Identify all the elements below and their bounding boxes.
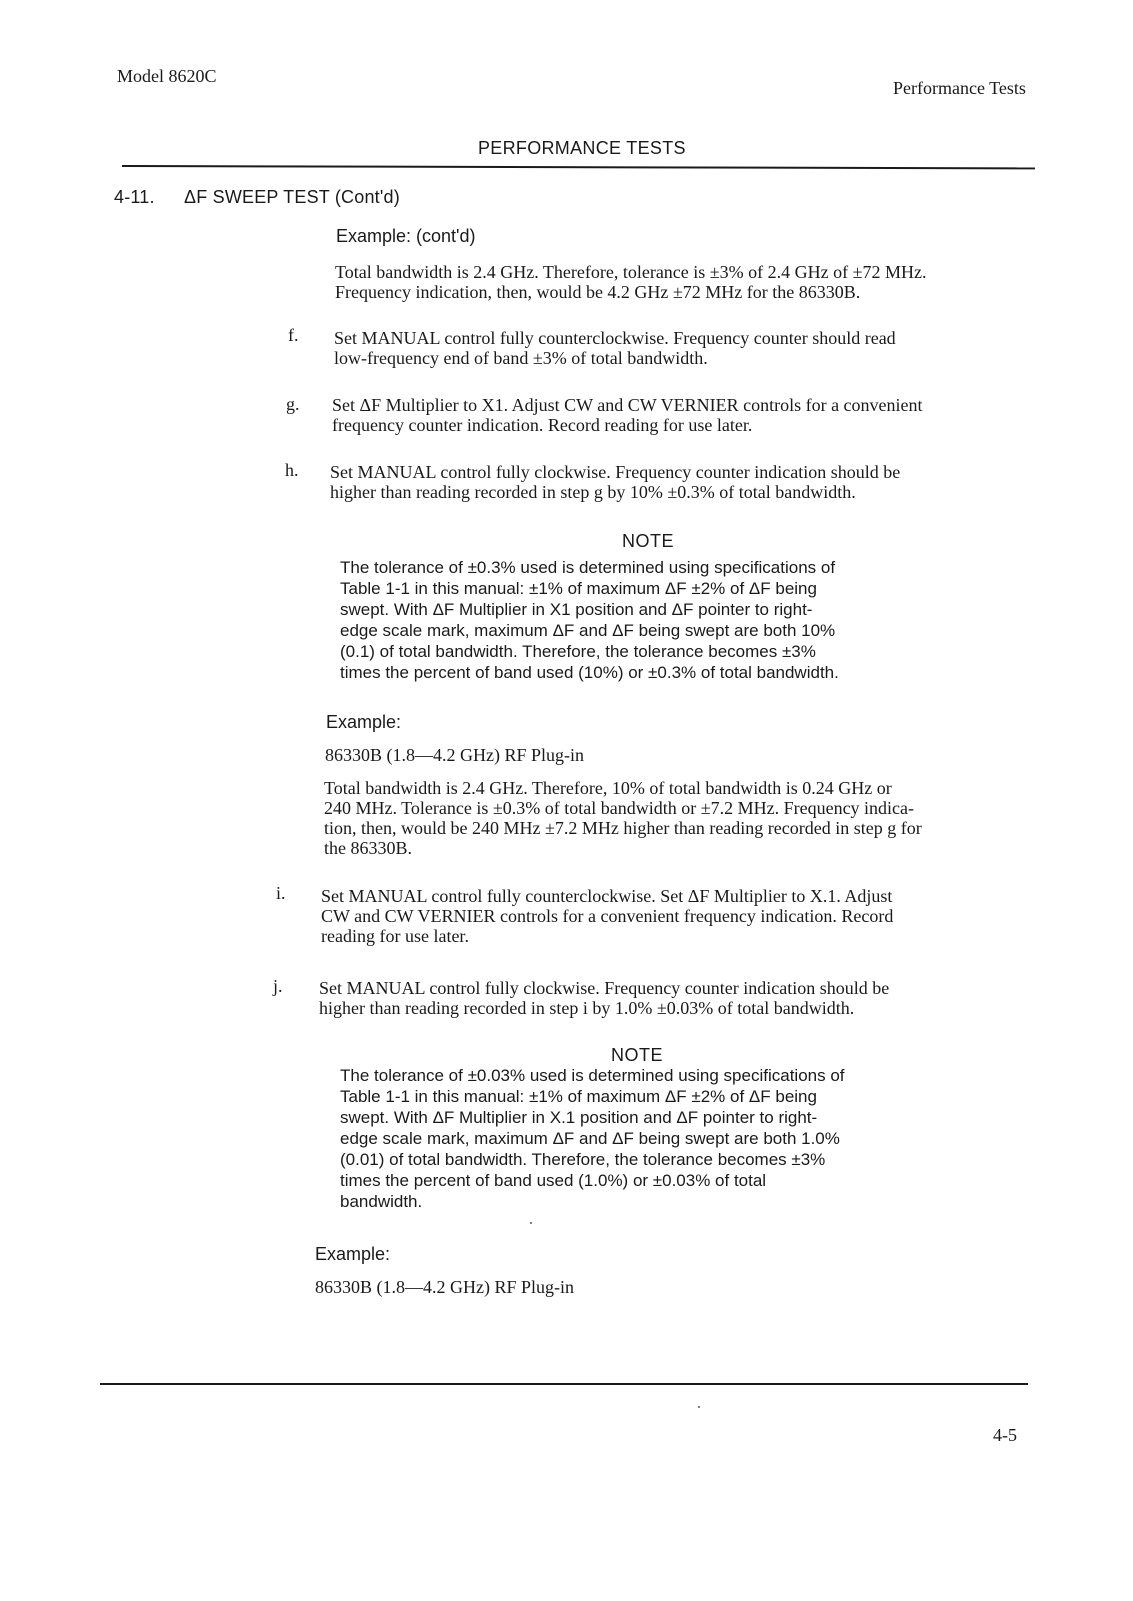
note-line: times the percent of band used (10%) or ±0.3% of total bandwidth.	[340, 663, 839, 682]
step-line: Set ΔF Multiplier to X1. Adjust CW and CW VERNIER controls for a convenient	[332, 395, 923, 415]
subsection-number: 4-11.	[114, 187, 155, 207]
step-h-text	[330, 462, 900, 502]
bottom-divider	[100, 1383, 1028, 1385]
example-text	[324, 778, 922, 858]
note-line: swept. With ΔF Multiplier in X.1 position and ΔF pointer to right-	[340, 1108, 818, 1127]
page-title: PERFORMANCE TESTS	[478, 138, 686, 158]
step-line: Set MANUAL control fully counterclockwise. Frequency counter should read	[334, 328, 896, 348]
header-section-name: Performance Tests	[893, 78, 1026, 98]
note-line: (0.01) of total bandwidth. Therefore, the tolerance becomes ±3%	[340, 1150, 826, 1169]
subsection-heading	[114, 187, 400, 208]
step-line: reading for use later.	[321, 926, 469, 946]
note-title: NOTE	[611, 1045, 664, 1065]
scan-speck	[530, 1222, 532, 1224]
step-line: frequency counter indication. Record reading for use later.	[332, 415, 753, 435]
note-line: Table 1-1 in this manual: ±1% of maximum ΔF ±2% of ΔF being	[340, 1087, 817, 1106]
example-line: 240 MHz. Tolerance is ±0.3% of total bandwidth or ±7.2 MHz. Frequency indica-	[324, 798, 915, 818]
step-letter-g: g.	[286, 394, 300, 414]
step-f-text	[334, 328, 896, 368]
step-line: low-frequency end of band ±3% of total bandwidth.	[334, 348, 708, 368]
header-model: Model 8620C	[117, 66, 217, 86]
step-letter-h: h.	[285, 460, 299, 480]
subsection-title: ΔF SWEEP TEST (Cont'd)	[184, 187, 400, 207]
note-line: swept. With ΔF Multiplier in X1 position and ΔF pointer to right-	[340, 600, 813, 619]
example-line: tion, then, would be 240 MHz ±7.2 MHz higher than reading recorded in step g for	[324, 818, 922, 838]
note-body	[340, 1065, 845, 1212]
note-line: bandwidth.	[340, 1192, 423, 1211]
step-line: Set MANUAL control fully counterclockwise. Set ΔF Multiplier to X.1. Adjust	[321, 886, 893, 906]
note-line: edge scale mark, maximum ΔF and ΔF being swept are both 1.0%	[340, 1129, 840, 1148]
note-title: NOTE	[622, 531, 675, 551]
example-text	[335, 262, 927, 302]
example-label: Example:	[315, 1244, 391, 1264]
step-letter-f: f.	[288, 325, 299, 345]
example-label: Example: (cont'd)	[336, 226, 476, 246]
step-line: higher than reading recorded in step g by 10% ±0.3% of total bandwidth.	[330, 482, 856, 502]
note-line: edge scale mark, maximum ΔF and ΔF being swept are both 10%	[340, 621, 836, 640]
example-label: Example:	[326, 712, 402, 732]
example-plugin: 86330B (1.8—4.2 GHz) RF Plug-in	[325, 745, 585, 765]
step-letter-j: j.	[273, 976, 283, 996]
note-line: Table 1-1 in this manual: ±1% of maximum ΔF ±2% of ΔF being	[340, 579, 817, 598]
note-line: times the percent of band used (1.0%) or ±0.03% of total	[340, 1171, 767, 1190]
example-line: the 86330B.	[324, 838, 412, 858]
page-number: 4-5	[993, 1425, 1017, 1445]
step-line: Set MANUAL control fully clockwise. Frequency counter indication should be	[330, 462, 901, 482]
step-g-text	[332, 395, 923, 435]
step-i-text	[321, 886, 893, 946]
step-line: higher than reading recorded in step i by 1.0% ±0.03% of total bandwidth.	[319, 998, 855, 1018]
step-letter-i: i.	[276, 883, 286, 903]
note-line: (0.1) of total bandwidth. Therefore, the tolerance becomes ±3%	[340, 642, 816, 661]
step-j-text	[319, 978, 889, 1018]
note-body	[340, 557, 839, 683]
step-line: Set MANUAL control fully clockwise. Frequency counter indication should be	[319, 978, 890, 998]
example-line: Frequency indication, then, would be 4.2 GHz ±72 MHz for the 86330B.	[335, 282, 861, 302]
note-line: The tolerance of ±0.3% used is determined using specifications of	[340, 558, 836, 577]
scan-speck	[698, 1406, 700, 1408]
example-plugin: 86330B (1.8—4.2 GHz) RF Plug-in	[315, 1277, 575, 1297]
example-line: Total bandwidth is 2.4 GHz. Therefore, 10% of total bandwidth is 0.24 GHz or	[324, 778, 892, 798]
step-line: CW and CW VERNIER controls for a convenient frequency indication. Record	[321, 906, 894, 926]
top-divider	[122, 165, 1035, 169]
note-line: The tolerance of ±0.03% used is determined using specifications of	[340, 1066, 845, 1085]
example-line: Total bandwidth is 2.4 GHz. Therefore, tolerance is ±3% of 2.4 GHz of ±72 MHz.	[335, 262, 927, 282]
